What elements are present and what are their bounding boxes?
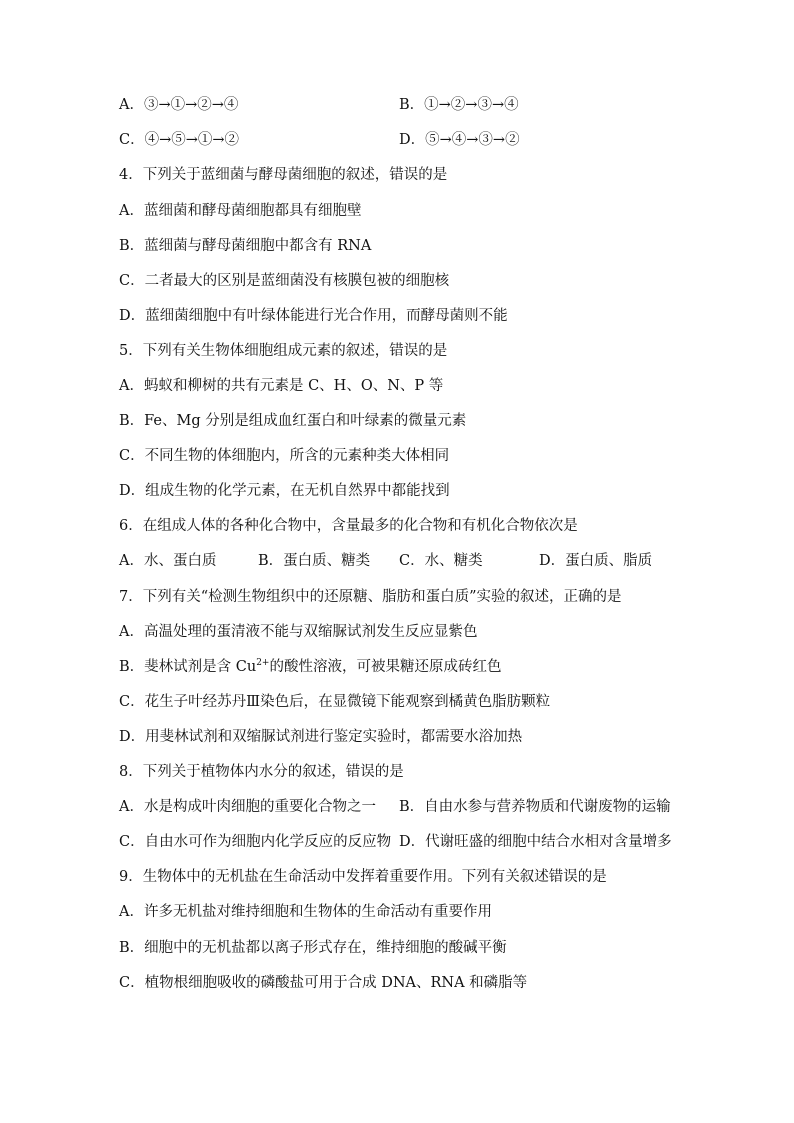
- q6-option-a: A．水、蛋白质: [119, 553, 217, 569]
- q7-option-a: A．高温处理的蛋清液不能与双缩脲试剂发生反应显紫色: [119, 624, 478, 640]
- q4-stem: 4．下列关于蓝细菌与酵母菌细胞的叙述，错误的是: [119, 167, 448, 183]
- q3-option-d: D．⑤→④→③→②: [399, 132, 520, 148]
- q7-option-d: D．用斐林试剂和双缩脲试剂进行鉴定实验时，都需要水浴加热: [119, 729, 523, 745]
- q3-option-a: A．③→①→②→④: [119, 97, 239, 113]
- q8-option-c: C．自由水可作为细胞内化学反应的反应物: [119, 834, 392, 850]
- q9-option-a: A．许多无机盐对维持细胞和生物体的生命活动有重要作用: [119, 904, 492, 920]
- q7-option-b: [119, 658, 501, 676]
- q5-stem: 5．下列有关生物体细胞组成元素的叙述，错误的是: [119, 343, 448, 359]
- q4-option-d: D．蓝细菌细胞中有叶绿体能进行光合作用，而酵母菌则不能: [119, 308, 508, 324]
- q9-stem: 9．生物体中的无机盐在生命活动中发挥着重要作用。下列有关叙述错误的是: [119, 869, 607, 885]
- q6-option-c: C．水、糖类: [399, 553, 483, 569]
- q4-option-c: C．二者最大的区别是蓝细菌没有核膜包被的细胞核: [119, 273, 450, 289]
- q8-stem: 8．下列关于植物体内水分的叙述，错误的是: [119, 764, 404, 780]
- q6-option-d: D．蛋白质、脂质: [539, 553, 653, 569]
- q3-option-b: B．①→②→③→④: [399, 97, 519, 113]
- q5-option-b: B．Fe、Mg 分别是组成血红蛋白和叶绿素的微量元素: [119, 413, 467, 429]
- q6-stem: 6．在组成人体的各种化合物中，含量最多的化合物和有机化合物依次是: [119, 518, 578, 534]
- q9-option-c: C．植物根细胞吸收的磷酸盐可用于合成 DNA、RNA 和磷脂等: [119, 975, 528, 991]
- q4-option-b: B．蓝细菌与酵母菌细胞中都含有 RNA: [119, 238, 372, 254]
- q7-option-b-superscript: 2+: [256, 658, 270, 669]
- q8-option-d: D．代谢旺盛的细胞中结合水相对含量增多: [399, 834, 672, 850]
- q8-option-b: B．自由水参与营养物质和代谢废物的运输: [399, 799, 671, 815]
- q7-option-b-pre: B．斐林试剂是含 Cu: [119, 659, 257, 675]
- q9-option-b: B．细胞中的无机盐都以离子形式存在，维持细胞的酸碱平衡: [119, 940, 507, 956]
- q7-option-c: C．花生子叶经苏丹Ⅲ染色后，在显微镜下能观察到橘黄色脂肪颗粒: [119, 694, 551, 710]
- q6-option-b: B．蛋白质、糖类: [258, 553, 371, 569]
- q7-option-b-post: 的酸性溶液，可被果糖还原成砖红色: [269, 659, 502, 675]
- q4-option-a: A．蓝细菌和酵母菌细胞都具有细胞壁: [119, 203, 362, 219]
- q3-option-c: C．④→⑤→①→②: [119, 132, 240, 148]
- q5-option-c: C．不同生物的体细胞内，所含的元素种类大体相同: [119, 448, 450, 464]
- q8-option-a: A．水是构成叶肉细胞的重要化合物之一: [119, 799, 376, 815]
- q5-option-a: A．蚂蚁和柳树的共有元素是 C、H、O、N、P 等: [119, 378, 444, 394]
- q7-stem: 7．下列有关“检测生物组织中的还原糖、脂肪和蛋白质”实验的叙述，正确的是: [119, 589, 622, 605]
- q5-option-d: D．组成生物的化学元素，在无机自然界中都能找到: [119, 483, 450, 499]
